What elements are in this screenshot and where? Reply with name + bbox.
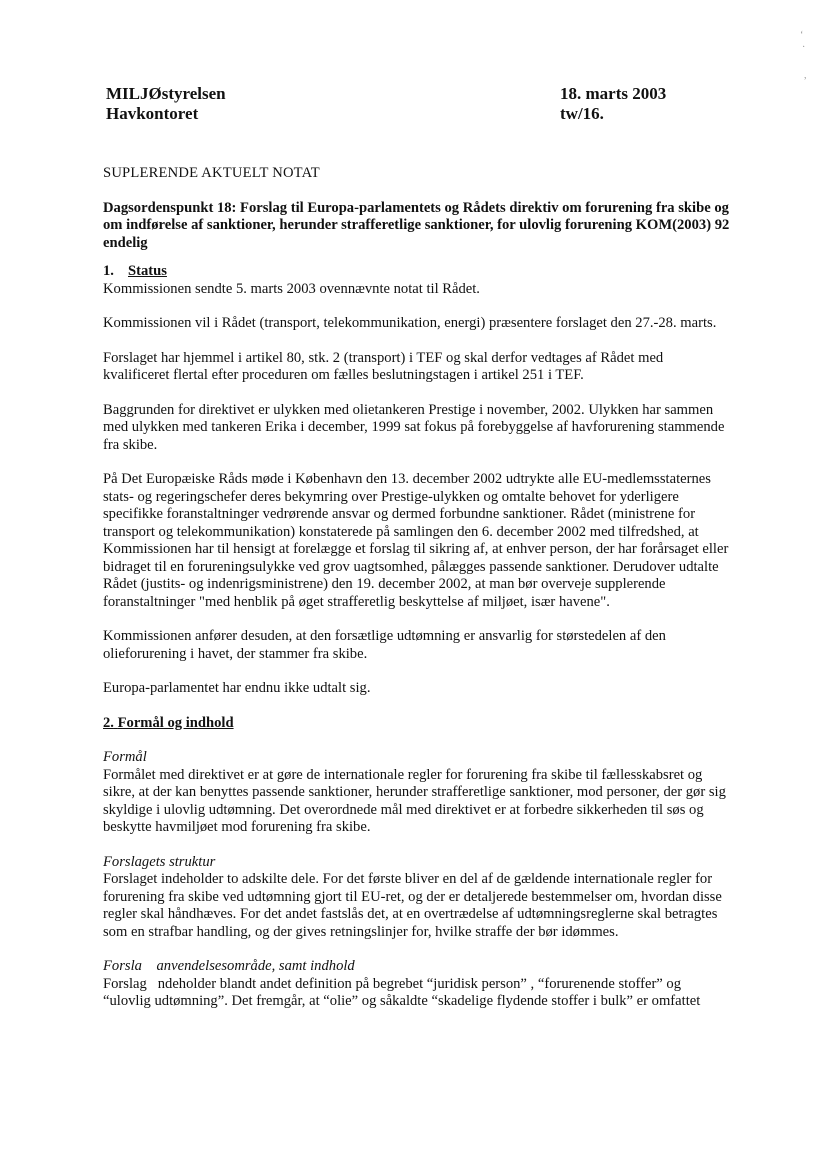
section-2-number: 2.: [103, 714, 114, 731]
status-paragraph: På Det Europæiske Råds møde i København den 13. december 2002 udtrykte alle EU-medlemsstaternes stats- og regeringschefer deres bekymring over Prestige-ulykken og omtalte behovet for yderligere specifikke foranstaltninger vedrørende ansvar og dermed forbundne sanktioner. Rådet (ministrene for transport og telekommunikation) konstaterede på samlingen den 6. december 2002 med tilfredshed, at Kommissionen har til hensigt at forelægge et forslag til sikring af, at enhver person, der har forårsaget eller bidraget til en forureningsulykke ved grov uagtsomhed, pålægges passende sanktioner. Derudover udtalte Rådet (justits- og indenrigsministrene) den 19. december 2002, at man bør overveje supplerende foranstaltninger "med henblik på øget strafferetlig beskyttelse af miljøet, især havene".: [103, 471, 729, 610]
agenda-item-title: Dagsordenspunkt 18: Forslag til Europa-parlamentets og Rådets direktiv om forurening fra skibe og om indførelse af sanktioner, herunder strafferetlige sanktioner, for ulovlig forurening KOM(2003) 92 endelig: [103, 199, 730, 251]
section-1-heading: [103, 263, 731, 281]
status-paragraph: Kommissionen sendte 5. marts 2003 ovennævnte notat til Rådet.: [103, 280, 480, 297]
subsection-scope-title: Forsla anvendelsesområde, samt indhold: [103, 958, 355, 974]
scan-artifact: ·: [802, 42, 806, 53]
status-paragraph: Baggrunden for direktivet er ulykken med olietankeren Prestige i november, 2002. Ulykken har sammen med ulykken med tankeren Erika i december, 1999 sat fokus på forebyggelse af havforurening stammende fra skibe.: [103, 401, 725, 453]
section-1-title: Status: [128, 263, 167, 279]
organization-header: [106, 84, 226, 124]
document-body: [103, 165, 731, 1028]
section-2-title: Formål og indhold: [117, 714, 234, 731]
scope-paragraph: Forslag ndeholder blandt andet definition på begrebet “juridisk person” , “forurenende stoffer” og “ulovlig udtømning”. Det fremgår, at “olie” og såkaldte “skadelige flydende stoffer i bulk” er omfattet: [103, 975, 701, 1009]
subsection-purpose-title: Formål: [103, 749, 147, 765]
subsection-structure-title: Forslagets struktur: [103, 853, 216, 870]
scan-artifact: ,: [804, 70, 807, 81]
memo-type: SUPLERENDE AKTUELT NOTAT: [103, 165, 320, 181]
status-paragraph: Kommissionen anfører desuden, at den forsætlige udtømning er ansvarlig for størstedelen af den olieforurening i havet, der stammer fra skibe.: [103, 628, 666, 662]
department-name: Havkontoret: [106, 104, 199, 123]
document-reference: tw/16.: [560, 104, 604, 123]
purpose-paragraph: Formålet med direktivet er at gøre de internationale regler for forurening fra skibe til fællesskabsret og sikre, at der kan benyttes passende sanktioner, herunder strafferetlige sanktioner, mod personer, der gør sig skyldige i ulovlig udtømning. Det overordnede mål med direktivet er at forbedre sikkerheden til søs og beskytte havmiljøet mod forurening fra skibe.: [103, 766, 726, 835]
organization-name: MILJØstyrelsen: [106, 84, 226, 103]
status-paragraph: Europa-parlamentet har endnu ikke udtalt sig.: [103, 680, 371, 696]
status-paragraph: Kommissionen vil i Rådet (transport, telekommunikation, energi) præsentere forslaget den 27.-28. marts.: [103, 315, 717, 331]
section-1-number: 1.: [103, 263, 114, 279]
scan-artifact: ‘: [800, 30, 804, 41]
date-reference-header: [560, 84, 666, 124]
section-2-heading: [103, 715, 731, 733]
document-date: 18. marts 2003: [560, 84, 667, 103]
status-paragraph: Forslaget har hjemmel i artikel 80, stk. 2 (transport) i TEF og skal derfor vedtages af Rådet med kvalificeret flertal efter proceduren om fælles beslutningstagen i artikel 251 i TEF.: [103, 349, 664, 383]
structure-paragraph: Forslaget indeholder to adskilte dele. For det første bliver en del af de gældende internationale regler for forurening fra skibe ved udtømning gjort til EU-ret, og der er detaljerede bestemmelser om, hvordan disse regler skal håndhæves. For det andet fastslås det, at en overtrædelse af udtømningsreglerne skal betragtes som en strafbar handling, og der gives retningslinjer for, hvilke straffe der bør idømmes.: [103, 871, 722, 940]
